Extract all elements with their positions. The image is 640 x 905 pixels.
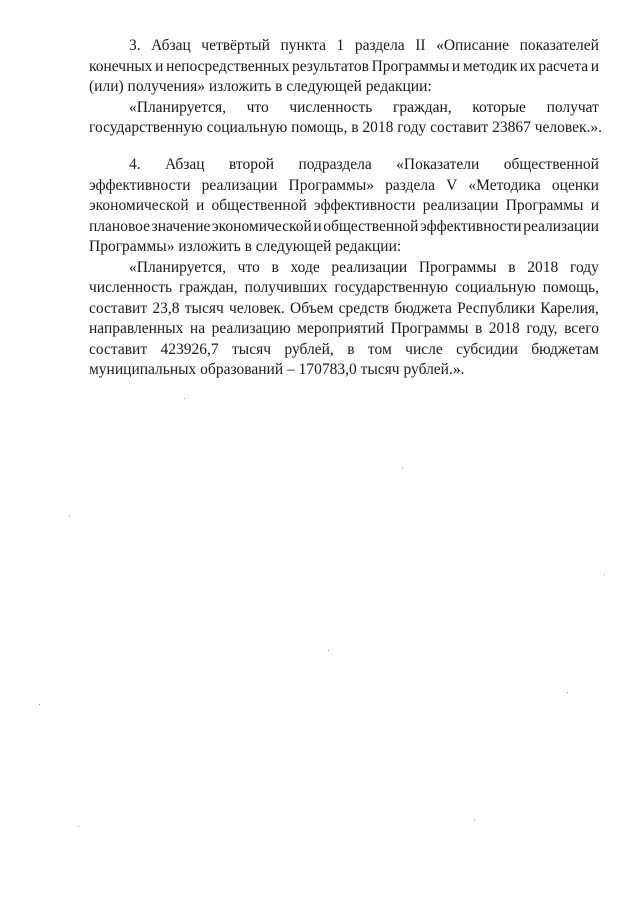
word: 2018 (527, 258, 559, 276)
word: экономической (212, 217, 312, 235)
word: помощь, (542, 279, 599, 296)
scan-speck (78, 826, 79, 827)
scan-speck (604, 574, 605, 575)
scan-speck (69, 516, 70, 517)
word: Программы» (288, 176, 374, 194)
word: оценки (551, 176, 599, 194)
text-line (89, 340, 599, 361)
word: и (313, 217, 322, 235)
word: государственную (334, 279, 449, 296)
word: тысяч (184, 299, 224, 317)
word: в (508, 258, 516, 276)
word: реализации (201, 176, 278, 194)
word: граждан, (393, 98, 452, 116)
word: результатов (291, 57, 369, 75)
word: Программы (505, 197, 584, 214)
word: реализации (523, 217, 599, 235)
word: раздела (385, 176, 435, 194)
word: «Показатели (396, 156, 480, 173)
word: реализации (422, 197, 499, 214)
text-line (89, 98, 599, 119)
text-line (89, 36, 599, 57)
word: что (237, 258, 260, 276)
word: Программы (390, 320, 469, 337)
text-line (89, 217, 599, 238)
word: экономической (89, 197, 189, 214)
word: и (590, 197, 599, 214)
word: и (195, 197, 205, 214)
word: конечных (89, 57, 153, 75)
word: V (446, 176, 458, 194)
scan-speck (567, 692, 568, 693)
word: социальную (455, 279, 536, 296)
word: «Планируется, (129, 98, 226, 116)
word: эффективности (313, 197, 416, 214)
word: общественной (323, 217, 419, 235)
text-line (89, 360, 599, 381)
word: эффективности (89, 176, 191, 194)
word: показателей (519, 37, 599, 54)
scan-speck (402, 468, 403, 469)
word: раздела (354, 37, 405, 54)
text-line (89, 118, 603, 139)
word: граждан, (179, 279, 238, 296)
word: пункта (280, 37, 327, 54)
text-line (89, 77, 599, 98)
word: Карелия, (540, 299, 599, 317)
word: и (155, 57, 164, 75)
word: общественной (211, 197, 307, 214)
word: мероприятий (297, 320, 385, 337)
word: Программы (418, 258, 497, 276)
word: 23,8 (152, 299, 180, 317)
word: реализацию (211, 320, 291, 337)
word: человек. (229, 299, 285, 317)
word: «Описание (436, 37, 510, 54)
word: 2018 (488, 320, 520, 337)
text-line (89, 319, 599, 340)
word: 1 (336, 37, 345, 54)
scan-speck (328, 650, 329, 651)
word: численность (289, 98, 373, 116)
word: в (347, 340, 355, 358)
word: году (569, 258, 599, 276)
word: общественной (503, 156, 599, 173)
word: числе (405, 340, 443, 358)
word: всего (564, 320, 599, 337)
word: субсидии (456, 340, 518, 358)
word: «Методика (468, 176, 541, 194)
word: Программы (371, 57, 450, 75)
word: которые (472, 98, 526, 116)
text-line (89, 237, 599, 258)
text-line (89, 278, 599, 299)
word: и (451, 57, 461, 75)
word: методик (462, 57, 518, 75)
amendment-item-3 (89, 36, 603, 139)
word: Объем (290, 299, 334, 317)
word: рублей, (284, 340, 334, 358)
word: том (367, 340, 392, 358)
word: получивших (244, 279, 328, 296)
amendment-item-4 (89, 155, 599, 381)
word: Программы» изложить в следующей редакции: (89, 238, 402, 255)
word: 423926,7 (160, 340, 219, 358)
word: (или) получения» изложить в следующей редакции: (89, 78, 432, 95)
word: 4. (129, 156, 141, 173)
word: непосредственных (166, 57, 290, 75)
word: в (474, 320, 483, 337)
text-line (89, 196, 599, 217)
word: что (246, 98, 269, 116)
word: составит (89, 340, 148, 358)
word: бюджетам (531, 340, 599, 358)
text-line (89, 155, 599, 176)
word: их (519, 57, 536, 75)
text-line (89, 176, 599, 197)
word: Абзац (165, 156, 205, 173)
word: реализации (331, 258, 408, 276)
word: значение (151, 217, 211, 235)
word: и (590, 57, 599, 75)
word: средств (338, 299, 389, 317)
word: составит (89, 299, 148, 317)
word: эффективности (420, 217, 522, 235)
word: направленных (89, 320, 184, 337)
word: Абзац (151, 37, 191, 54)
text-line (89, 258, 599, 279)
text-line (89, 299, 599, 320)
scan-speck (184, 398, 185, 399)
word: численность (89, 279, 173, 296)
word: в (271, 258, 279, 276)
scan-speck (39, 704, 40, 705)
word: на (189, 320, 206, 337)
word: государственную социальную помощь, в 2018 году составит 23867 человек.». (89, 119, 603, 136)
word: подраздела (298, 156, 372, 173)
word: плановое (89, 217, 150, 235)
word: Республики (457, 299, 535, 317)
word: тысяч (232, 340, 272, 358)
word: «Планируется, (129, 258, 226, 276)
word: второй (229, 156, 275, 173)
text-line (89, 57, 599, 78)
word: муниципальных образований – 170783,0 тысяч рублей.». (89, 361, 465, 378)
word: ходе (290, 258, 320, 276)
word: 3. (129, 37, 141, 54)
word: получат (546, 98, 599, 116)
word: году, (526, 320, 558, 337)
word: II (415, 37, 426, 54)
scan-speck (474, 820, 475, 821)
word: расчета (538, 57, 589, 75)
word: четвёртый (201, 37, 270, 54)
word: бюджета (394, 299, 452, 317)
